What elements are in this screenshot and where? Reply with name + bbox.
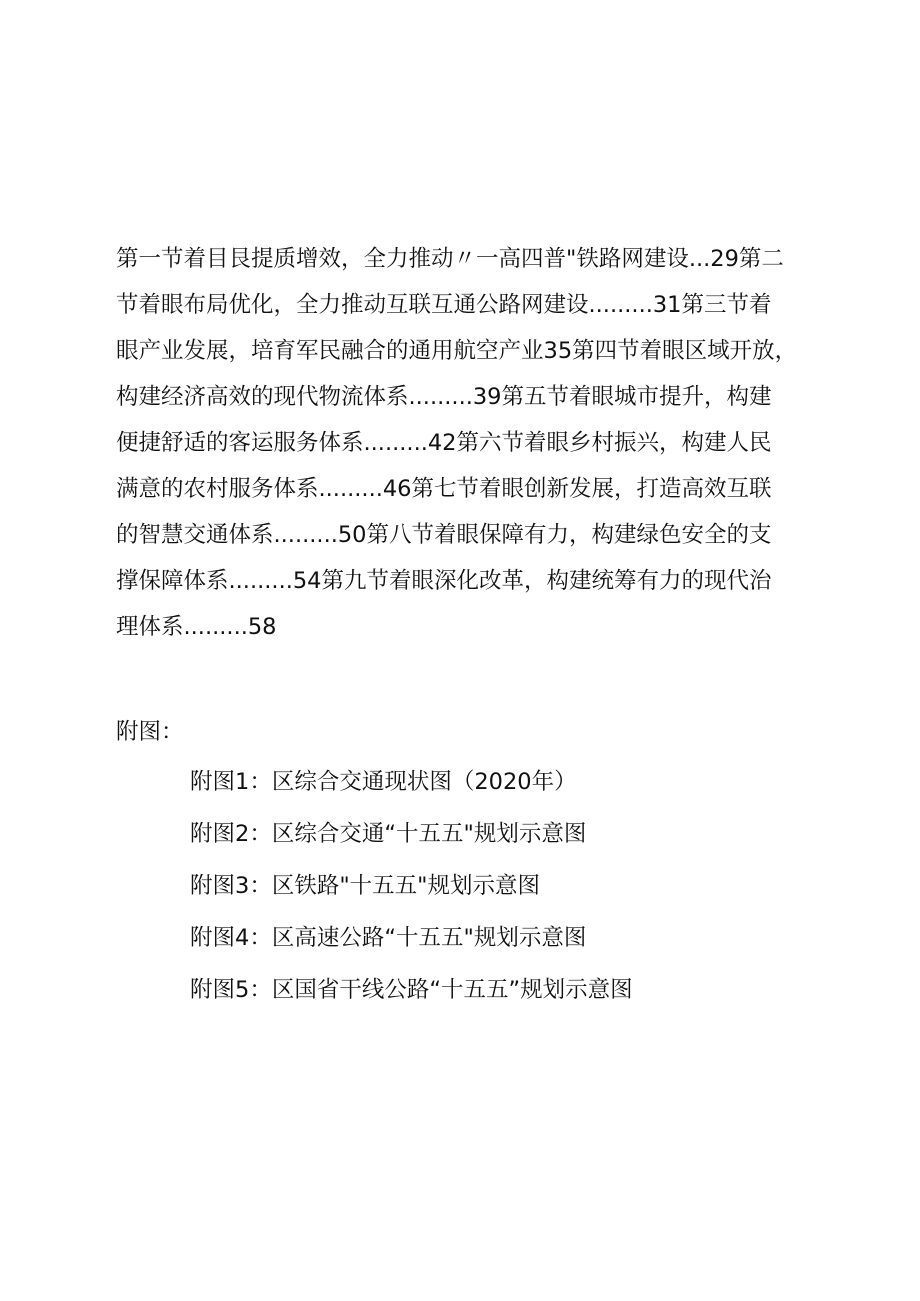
toc-line: 理体系.........58 [116, 614, 277, 640]
toc-line: 撑保障体系.........54第九节着眼深化改革，构建统筹有力的现代治 [116, 568, 772, 594]
toc-line: 眼产业发展，培育军民融合的通用航空产业35第四节着眼区域开放， [116, 338, 798, 364]
appendix-item-5: 附图5：区国省干线公路“十五五”规划示意图 [190, 977, 633, 1003]
appendix-item-3: 附图3：区铁路"十五五"规划示意图 [190, 873, 541, 899]
toc-line: 满意的农村服务体系.........46第七节着眼创新发展，打造高效互联 [116, 476, 772, 502]
toc-line: 便捷舒适的客运服务体系.........42第六节着眼乡村振兴，构建人民 [116, 430, 772, 456]
toc-line: 第一节着目艮提质增效，全力推动〃一高四普"铁路网建设...29第二 [116, 246, 784, 272]
appendix-list [190, 762, 810, 1022]
appendix-item-1: 附图1：区综合交通现状图（2020年） [190, 769, 577, 795]
appendix-title: 附图： [116, 719, 184, 745]
appendix-item-4: 附图4：区高速公路“十五五"规划示意图 [190, 925, 587, 951]
toc-line: 的智慧交通体系.........50第八节着眼保障有力，构建绿色安全的支 [116, 522, 772, 548]
table-of-contents [116, 236, 806, 650]
toc-line: 节着眼布局优化，全力推动互联互通公路网建设.........31第三节着 [116, 292, 772, 318]
appendix-item-2: 附图2：区综合交通“十五五"规划示意图 [190, 821, 587, 847]
toc-line: 构建经济高效的现代物流体系.........39第五节着眼城市提升，构建 [116, 384, 772, 410]
